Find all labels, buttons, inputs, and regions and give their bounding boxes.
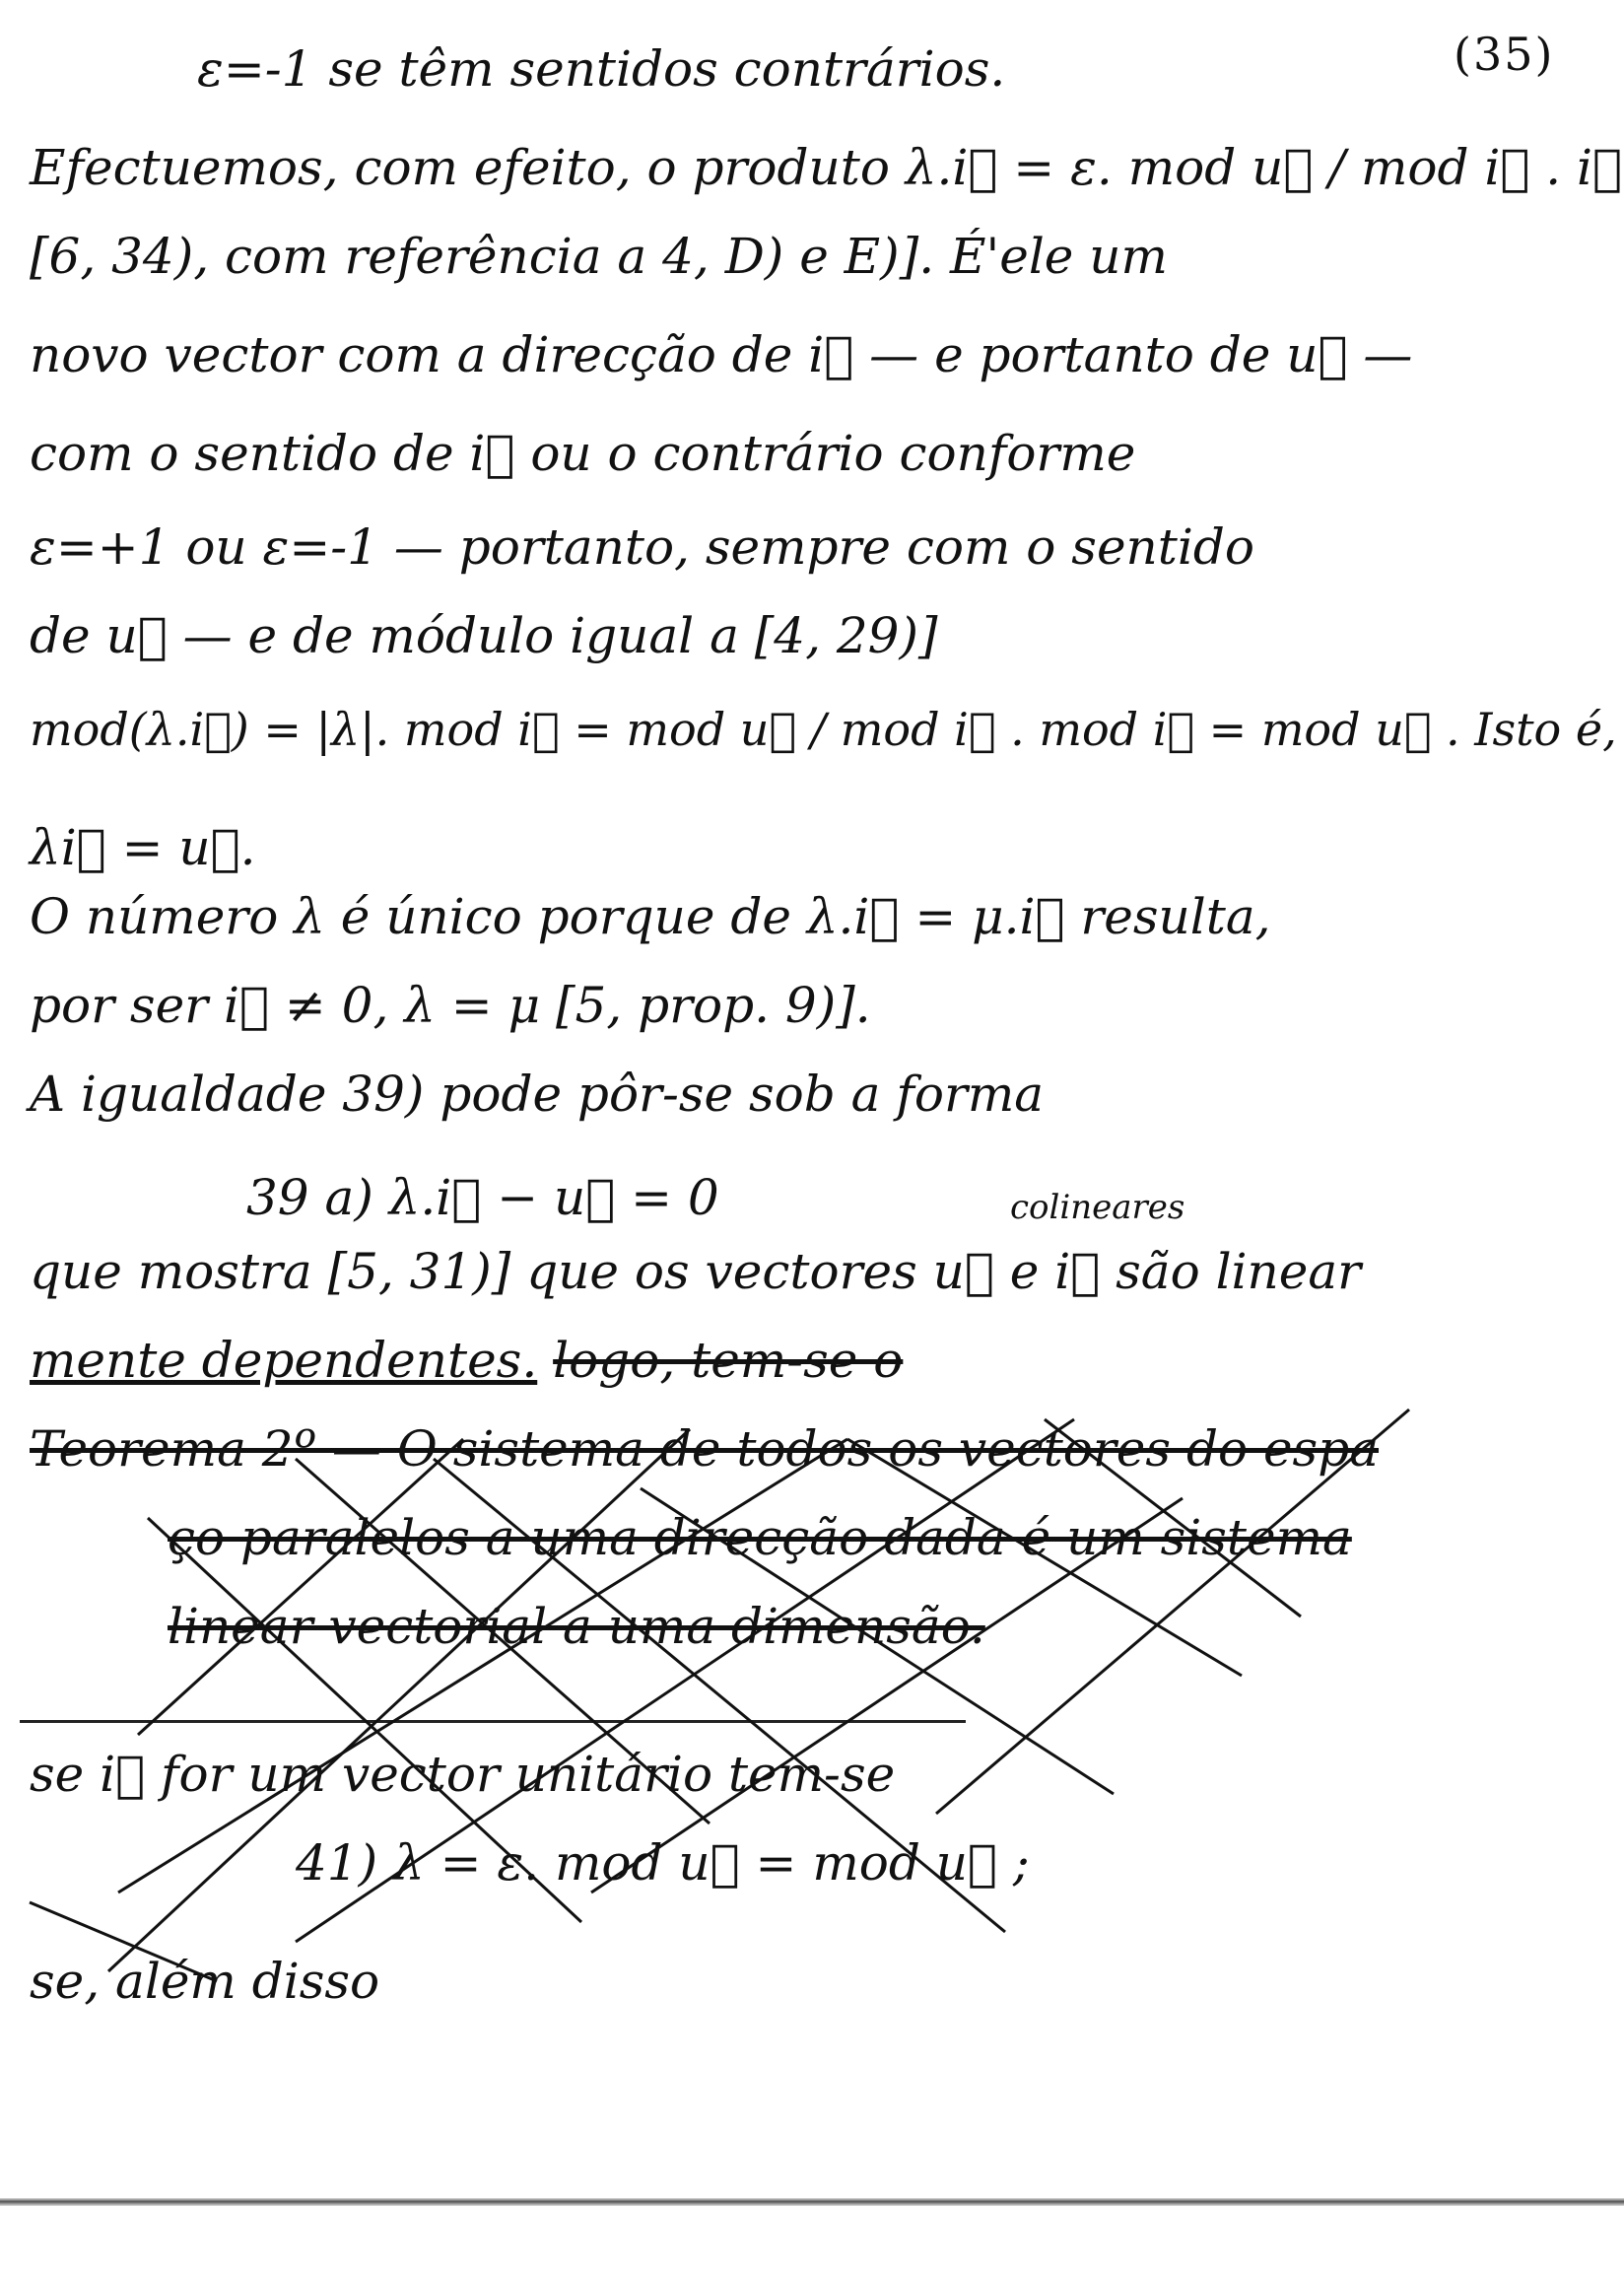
text-line: O número λ é único porque de λ.i⃗ = μ.i⃗ resulta,	[30, 888, 1271, 945]
text-line: mod(λ.i⃗) = |λ|. mod i⃗ = mod u⃗ / mod i⃗ . mod i⃗ = mod u⃗ . Isto é,	[30, 703, 1617, 756]
page-bottom-edge	[0, 2198, 1624, 2206]
struck-text-line: se i⃗ for um vector unitário tem-se	[30, 1746, 896, 1803]
text-line: [6, 34), com referência a 4, D) e E)]. É'ele um	[30, 228, 1168, 285]
struck-theorem-line: ço paralelos a uma direcção dada é um sistema	[168, 1509, 1352, 1566]
insertion-note: colineares	[1010, 1188, 1185, 1227]
text-line: Efectuemos, com efeito, o produto λ.i⃗ = ε. mod u⃗ / mod i⃗ . i⃗	[30, 139, 1623, 196]
struck-text: logo, tem-se o	[553, 1332, 904, 1389]
struck-equation-41: 41) λ = ε. mod u⃗ = mod u⃗ ;	[296, 1834, 1030, 1892]
text-line: ε=-1 se têm sentidos contrários.	[197, 40, 1006, 98]
equation-39a: 39 a) λ.i⃗ − u⃗ = 0	[246, 1169, 719, 1226]
text-line: ε=+1 ou ε=-1 — portanto, sempre com o sentido	[30, 518, 1254, 576]
struck-theorem-line: Teorema 2º — O sistema de todos os vectores do espa	[30, 1420, 1380, 1478]
text-line: A igualdade 39) pode pôr-se sob a forma	[30, 1066, 1045, 1123]
text-line: por ser i⃗ ≠ 0, λ = μ [5, prop. 9)].	[30, 977, 871, 1034]
text-line: com o sentido de i⃗ ou o contrário conforme	[30, 425, 1136, 482]
page-number: (35)	[1454, 28, 1555, 81]
struck-theorem-line: linear vectorial a uma dimensão.	[168, 1598, 985, 1655]
underlined-text: mente dependentes.	[30, 1332, 538, 1389]
text-line: novo vector com a direcção de i⃗ — e portanto de u⃗ —	[30, 326, 1413, 383]
text-line: se, além disso	[30, 1953, 380, 2010]
text-line: que mostra [5, 31)] que os vectores u⃗ e i⃗ são linear	[30, 1243, 1362, 1300]
text-line: de u⃗ — e de módulo igual a [4, 29)]	[30, 607, 938, 664]
text-line: λi⃗ = u⃗.	[30, 819, 256, 876]
